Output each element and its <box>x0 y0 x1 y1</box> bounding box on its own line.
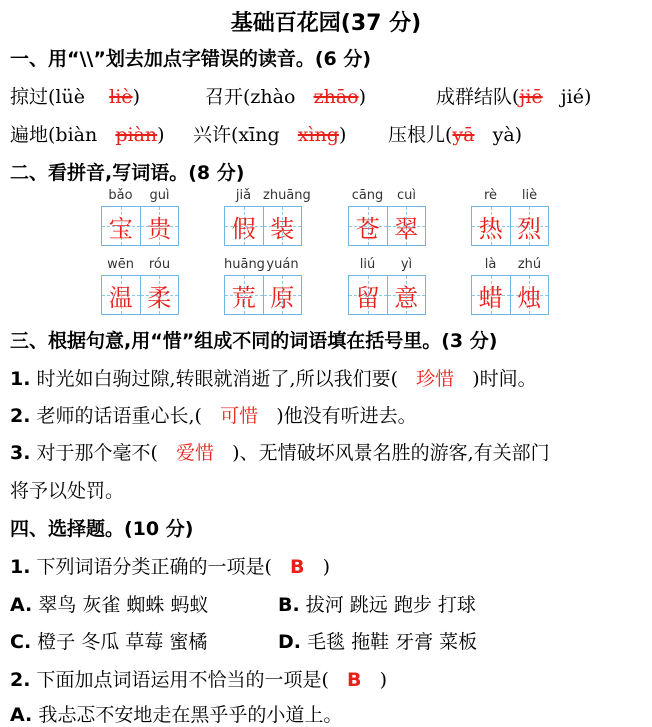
s3-question-3-cont: 将予以处罚。 <box>10 480 125 502</box>
pinyin-word-2: jiǎ zhuāng 假 装 <box>224 188 302 246</box>
s1-item-6: 压根儿(yā yà) <box>388 124 523 146</box>
char-box: 烈 <box>511 206 550 246</box>
s4-question-2-option-a: A. 我忐忑不安地走在黑乎乎的小道上。 <box>10 704 343 726</box>
answer-letter: B <box>347 669 362 691</box>
char-box: 荒 <box>224 275 264 315</box>
char-box: 翠 <box>388 206 427 246</box>
section-4-heading: 四、选择题。(10 分) <box>10 518 194 540</box>
pinyin-word-3: cāng cuì 苍 翠 <box>348 188 426 246</box>
char-box: 假 <box>224 206 264 246</box>
page-title: 基础百花园(37 分) <box>230 11 422 36</box>
option-b: B. 拔河 跳远 跑步 打球 <box>278 594 476 616</box>
char-box: 意 <box>388 275 427 315</box>
char-box: 贵 <box>141 206 180 246</box>
option-c: C. 橙子 冬瓜 草莓 蜜橘 <box>10 631 208 653</box>
s4-question-1: 1. 下列词语分类正确的一项是( B ) <box>10 556 331 578</box>
char-box: 宝 <box>101 206 141 246</box>
char-box: 热 <box>471 206 511 246</box>
s3-question-1: 1. 时光如白驹过隙,转眼就消逝了,所以我们要( 珍惜 )时间。 <box>10 368 537 390</box>
s4-question-2: 2. 下面加点词语运用不恰当的一项是( B ) <box>10 669 388 691</box>
char-box: 苍 <box>348 206 388 246</box>
pinyin-word-1: bǎo guì 宝 贵 <box>101 188 179 246</box>
char-box: 原 <box>264 275 303 315</box>
char-box: 留 <box>348 275 388 315</box>
answer-text: 可惜 <box>220 405 259 427</box>
s1-item-4: 遍地(biàn piàn) <box>10 124 165 146</box>
s1-item-1: 掠过(lüè liè) <box>10 86 140 108</box>
pinyin-word-7: liú yì 留 意 <box>348 257 426 315</box>
char-box: 蜡 <box>471 275 511 315</box>
pinyin-word-8: là zhú 蜡 烛 <box>471 257 549 315</box>
char-box: 烛 <box>511 275 550 315</box>
char-box: 装 <box>264 206 303 246</box>
pinyin-word-6: huāng yuán 荒 原 <box>224 257 302 315</box>
s3-question-2: 2. 老师的话语重心长,( 可惜 )他没有听进去。 <box>10 405 417 427</box>
pinyin-word-4: rè liè 热 烈 <box>471 188 549 246</box>
answer-text: 珍惜 <box>416 368 455 390</box>
s1-item-5: 兴许(xīng xìng) <box>193 124 347 146</box>
section-1-heading: 一、用“\\”划去加点字错误的读音。(6 分) <box>10 48 372 70</box>
section-3-heading: 三、根据句意,用“惜”组成不同的词语填在括号里。(3 分) <box>10 330 498 352</box>
option-a: A. 翠鸟 灰雀 蜘蛛 蚂蚁 <box>10 594 209 616</box>
answer-letter: B <box>290 556 305 578</box>
char-box: 温 <box>101 275 141 315</box>
s1-item-3: 成群结队(jiē jié) <box>436 86 592 108</box>
option-d: D. 毛毯 拖鞋 牙膏 菜板 <box>278 631 478 653</box>
pinyin-word-5: wēn róu 温 柔 <box>101 257 179 315</box>
section-2-heading: 二、看拼音,写词语。(8 分) <box>10 162 245 184</box>
s3-question-3: 3. 对于那个毫不( 爱惜 )、无情破坏风景名胜的游客,有关部门 <box>10 442 550 464</box>
s1-item-2: 召开(zhào zhāo) <box>205 86 366 108</box>
char-box: 柔 <box>141 275 180 315</box>
answer-text: 爱惜 <box>176 442 215 464</box>
